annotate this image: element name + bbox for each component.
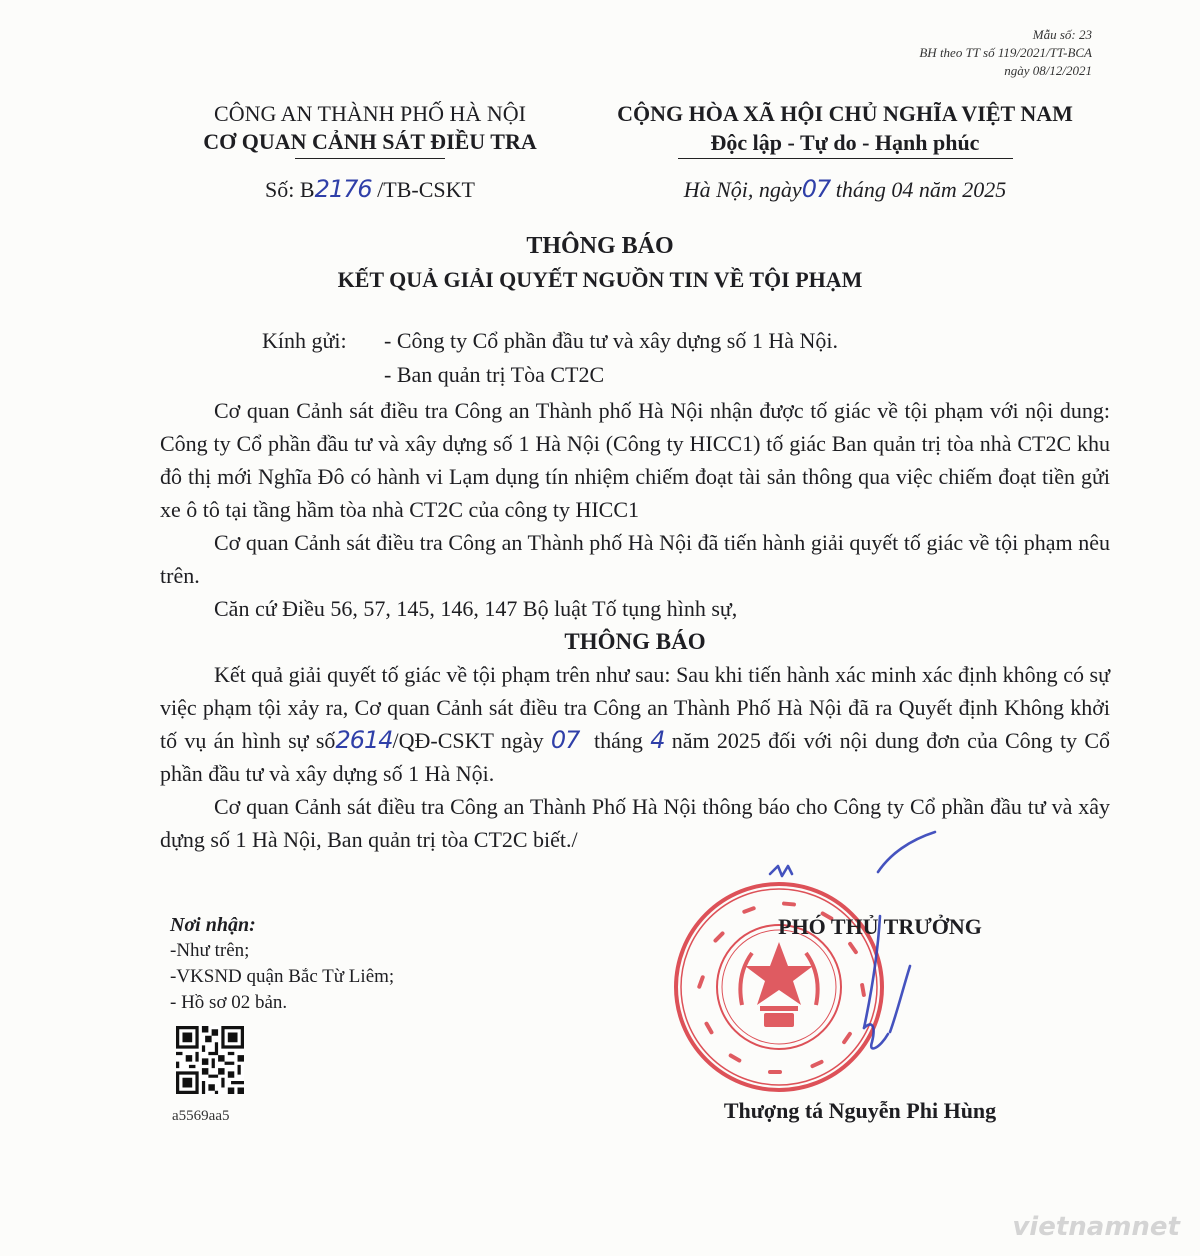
decision-day-handwritten: 07	[550, 726, 580, 754]
document-number	[150, 174, 590, 205]
doc-number-suffix: /TB-CSKT	[377, 177, 475, 202]
receiver-item: -Như trên;	[170, 940, 250, 961]
form-number-note	[919, 26, 1092, 80]
title-subject: KẾT QUẢ GIẢI QUYẾT NGUỒN TIN VỀ TỘI PHẠM	[337, 267, 863, 292]
form-number: Mẫu số: 23	[1032, 27, 1092, 42]
form-regulation-date: ngày 08/12/2021	[1004, 63, 1092, 78]
signatory-title: PHÓ THỦ TRƯỞNG	[778, 914, 982, 939]
receivers-list	[170, 912, 394, 1016]
receiver-item: -VKSND quận Bắc Từ Liêm;	[170, 966, 395, 987]
date-suffix: tháng 04 năm 2025	[835, 177, 1007, 202]
body-paragraph-2: Cơ quan Cảnh sát điều tra Công an Thành phố Hà Nội đã tiến hành giải quyết tố giác về tội phạm nêu trên.	[160, 530, 1110, 588]
recipients-label: Kính gửi:	[262, 328, 347, 353]
agency-name: CƠ QUAN CẢNH SÁT ĐIỀU TRA	[203, 129, 537, 154]
document-body	[160, 394, 1110, 856]
qr-code-icon	[176, 1026, 244, 1094]
nation-motto: Độc lập - Tự do - Hạnh phúc	[710, 130, 980, 155]
decision-number-handwritten: 2614	[335, 726, 393, 754]
body-heading: THÔNG BÁO	[564, 629, 706, 654]
body-paragraph-5: Cơ quan Cảnh sát điều tra Công an Thành Phố Hà Nội thông báo cho Công ty Cổ phần đầu tư và xây dựng số 1 Hà Nội, Ban quản trị tòa CT2C biết./	[160, 794, 1110, 852]
issuing-agency	[150, 100, 590, 159]
title-main: THÔNG BÁO	[526, 233, 674, 259]
signatory-name: Thượng tá Nguyễn Phi Hùng	[723, 1098, 997, 1123]
body-paragraph-4	[160, 658, 1110, 790]
p4-text-b: /QĐ-CSKT ngày	[392, 728, 544, 753]
doc-number-handwritten: 2176	[314, 175, 372, 203]
national-motto	[575, 100, 1115, 159]
agency-parent: CÔNG AN THÀNH PHỐ HÀ NỘI	[214, 101, 526, 126]
receivers-heading: Nơi nhận:	[170, 914, 256, 936]
date-day-handwritten: 07	[801, 175, 831, 203]
motto-underline	[678, 158, 1013, 159]
receiver-item: - Hồ sơ 02 bản.	[170, 992, 288, 1013]
date-prefix: Hà Nội, ngày	[683, 177, 802, 202]
p4-text-d: năm 2025 đối với nội dung đơn của Công ty Cổ phần đầu tư và xây dựng số 1 Hà Nội.	[160, 728, 1111, 786]
agency-underline	[295, 158, 445, 159]
recipient-2: - Ban quản trị Tòa CT2C	[384, 362, 605, 387]
issue-date	[575, 174, 1115, 205]
handwritten-signature-icon	[760, 820, 990, 1060]
body-paragraph-3: Căn cứ Điều 56, 57, 145, 146, 147 Bộ luật Tố tụng hình sự,	[214, 596, 738, 621]
decision-month-handwritten: 4	[650, 726, 665, 754]
document-title	[0, 228, 1200, 296]
body-paragraph-1: Cơ quan Cảnh sát điều tra Công an Thành phố Hà Nội nhận được tố giác về tội phạm với nội dung: Công ty Cổ phần đầu tư và xây dựng số 1 Hà Nội (Công ty HICC1) tố giác Ban quản trị tòa nhà CT2C khu đô thị mới Nghĩa Đô có hành vi Lạm dụng tín nhiệm chiếm đoạt tài sản thông qua việc chiếm đoạt tiền gửi xe ô tô tại tầng hầm tòa nhà CT2C của công ty HICC1	[160, 398, 1110, 522]
recipients	[262, 324, 838, 392]
doc-number-prefix: Số: B	[265, 177, 315, 202]
qr-code-id: a5569aa5	[172, 1108, 230, 1124]
recipient-1: - Công ty Cổ phần đầu tư và xây dựng số 1 Hà Nội.	[384, 328, 839, 353]
source-watermark: vietnamnet	[1012, 1212, 1180, 1242]
p4-text-a: Kết quả giải quyết tố giác về tội phạm trên như sau: Sau khi tiến hành xác minh xác định không có sự việc phạm tội xảy ra, Cơ quan Cảnh sát điều tra Công an Thành Phố Hà Nội đã ra Quyết định Không khởi tố vụ án hình sự số	[160, 662, 1110, 753]
nation-name: CỘNG HÒA XÃ HỘI CHỦ NGHĨA VIỆT NAM	[617, 101, 1073, 126]
p4-text-c: tháng	[594, 728, 643, 753]
form-regulation: BH theo TT số 119/2021/TT-BCA	[919, 45, 1092, 60]
